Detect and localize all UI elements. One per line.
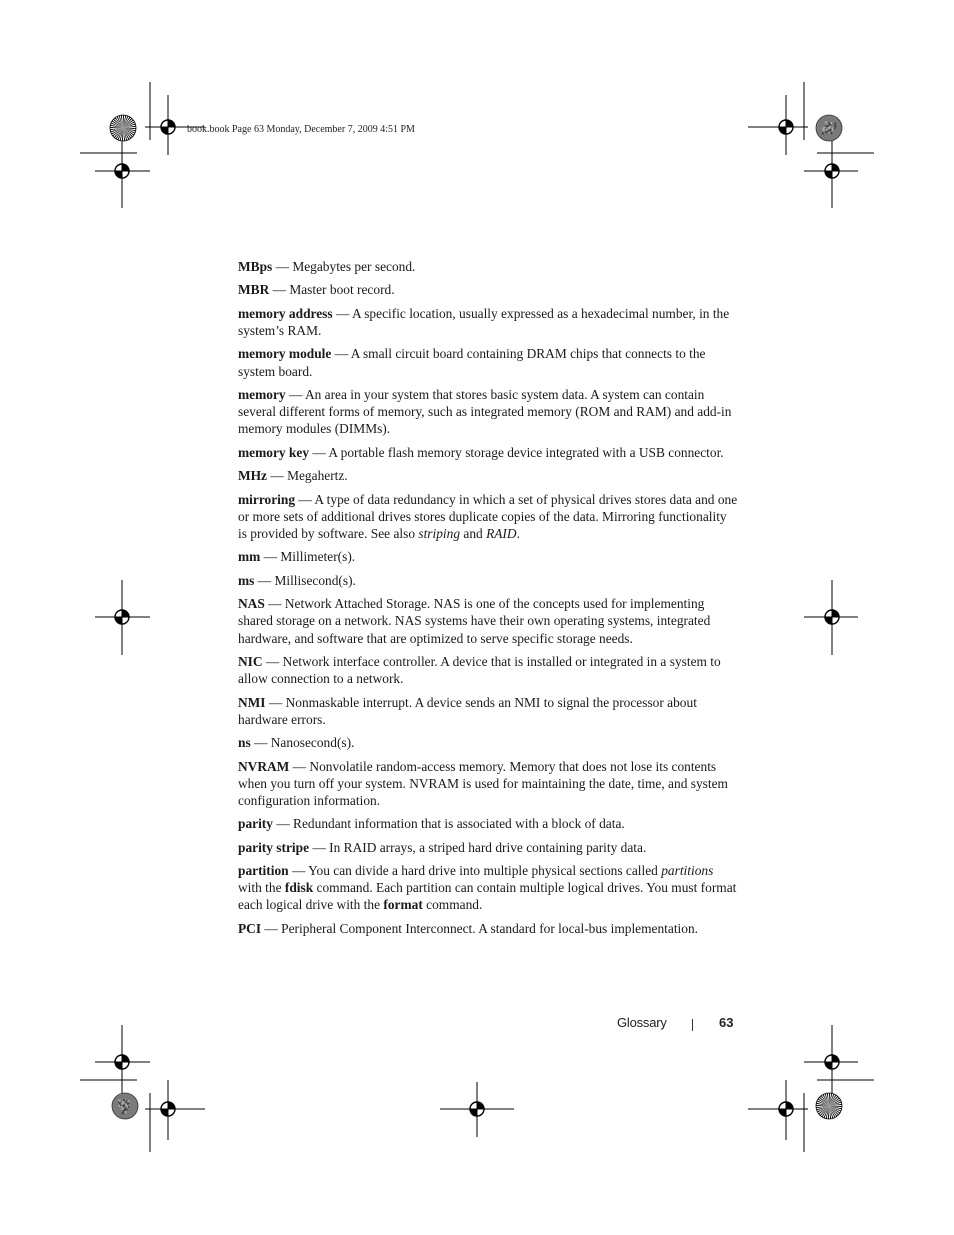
glossary-entry: [238, 920, 738, 937]
glossary-entry: [238, 467, 738, 484]
glossary-entry: [238, 862, 738, 914]
definition-text: — A portable flash memory storage device integrated with a USB connector.: [309, 444, 724, 460]
definition-text: and: [460, 525, 487, 541]
glossary-entry: [238, 653, 738, 687]
registration-target-icon: [777, 118, 795, 136]
glossary-entry: [238, 386, 738, 438]
footer-page-number: 63: [719, 1015, 734, 1030]
footer-section-label: Glossary: [617, 1015, 667, 1030]
glossary-term: NAS: [238, 596, 265, 612]
registration-target-icon: [777, 1100, 795, 1118]
glossary-term: MBR: [238, 282, 270, 298]
glossary-term: PCI: [238, 920, 262, 936]
definition-text: .: [516, 525, 520, 541]
glossary-entry: [238, 491, 738, 543]
definition-text: — A small circuit board containing DRAM chips that connects to the system board.: [238, 346, 706, 379]
glossary-entry: [238, 734, 738, 751]
registration-target-icon: [113, 1053, 131, 1071]
definition-text: command.: [422, 897, 483, 913]
glossary-entry: [238, 595, 738, 647]
definition-text: — A specific location, usually expressed as a hexadecimal number, in the system’s RAM.: [238, 305, 730, 338]
definition-text: — Nonmaskable interrupt. A device sends an NMI to signal the processor about hardware errors.: [238, 694, 697, 727]
glossary-entry: [238, 572, 738, 589]
italic-reference: partitions: [661, 863, 714, 879]
glossary-term: memory module: [238, 346, 332, 362]
definition-text: — Network Attached Storage. NAS is one of the concepts used for implementing shared storage on a network. NAS systems have their own operating systems, integrated hardware, and software that are optimized to serve specific storage needs.: [238, 596, 711, 646]
definition-text: — Millisecond(s).: [254, 572, 356, 588]
glossary-entry: [238, 305, 738, 339]
glossary-entry: [238, 444, 738, 461]
command-name: format: [383, 897, 423, 913]
definition-text: command. Each partition can contain multiple logical drives. You must format each logical drive with the: [238, 880, 737, 913]
density-patch-icon: [816, 115, 842, 141]
registration-target-icon: [468, 1100, 486, 1118]
glossary-entry: [238, 258, 738, 275]
definition-text: — An area in your system that stores basic system data. A system can contain several different forms of memory, such as integrated memory (ROM and RAM) and add-in memory modules (DIMMs).: [238, 386, 732, 437]
definition-text: — Megahertz.: [267, 468, 348, 484]
registration-target-icon: [113, 162, 131, 180]
definition-text: with the: [238, 880, 285, 896]
glossary-entry: [238, 345, 738, 379]
italic-reference: striping: [418, 525, 461, 541]
starburst-target-icon: [816, 1093, 842, 1119]
definition-text: — You can divide a hard drive into multiple physical sections called: [288, 863, 662, 879]
glossary-body: [238, 258, 738, 943]
registration-target-icon: [159, 118, 177, 136]
glossary-entry: [238, 281, 738, 298]
definition-text: — Megabytes per second.: [272, 259, 416, 274]
glossary-term: ms: [238, 572, 255, 588]
footer-separator: [692, 1019, 693, 1031]
definition-text: — Nanosecond(s).: [250, 735, 355, 751]
print-header-stamp: book.book Page 63 Monday, December 7, 2009 4:51 PM: [187, 124, 415, 135]
glossary-entry: [238, 839, 738, 856]
glossary-entry: [238, 694, 738, 728]
glossary-term: MHz: [238, 468, 267, 484]
registration-target-icon: [823, 1053, 841, 1071]
definition-text: — Redundant information that is associated with a block of data.: [272, 816, 625, 832]
glossary-term: mm: [238, 549, 261, 565]
definition-text: — Peripheral Component Interconnect. A standard for local-bus implementation.: [261, 920, 699, 936]
density-patch-icon: [112, 1093, 138, 1119]
glossary-term: NVRAM: [238, 758, 290, 774]
glossary-term: partition: [238, 863, 289, 879]
definition-text: — Network interface controller. A device that is installed or integrated in a system to allow connection to a network.: [238, 653, 721, 687]
registration-target-icon: [823, 608, 841, 626]
glossary-term: ns: [238, 735, 251, 751]
definition-text: — Millimeter(s).: [260, 549, 356, 565]
glossary-term: NMI: [238, 694, 266, 710]
command-name: fdisk: [284, 880, 314, 896]
definition-text: — A type of data redundancy in which a set of physical drives stores data and one or more sets of additional drives stores duplicate copies of the data. Mirroring functionality is provided by software. See also: [238, 491, 738, 541]
glossary-term: memory: [238, 386, 286, 402]
registration-target-icon: [113, 608, 131, 626]
glossary-term: mirroring: [238, 491, 296, 507]
glossary-term: MBps: [238, 259, 273, 274]
glossary-entry: [238, 758, 738, 810]
registration-target-icon: [823, 162, 841, 180]
definition-text: — Master boot record.: [269, 282, 395, 298]
registration-target-icon: [159, 1100, 177, 1118]
glossary-term: memory key: [238, 444, 310, 460]
glossary-entry: [238, 815, 738, 832]
definition-text: — In RAID arrays, a striped hard drive containing parity data.: [309, 839, 647, 855]
italic-reference: RAID: [486, 525, 517, 541]
glossary-entry: [238, 548, 738, 565]
starburst-target-icon: [110, 115, 136, 141]
definition-text: — Nonvolatile random-access memory. Memory that does not lose its contents when you turn off your system. NVRAM is used for maintaining the date, time, and system configuration information.: [238, 758, 728, 808]
glossary-term: parity stripe: [238, 839, 310, 855]
glossary-term: memory address: [238, 305, 333, 321]
glossary-term: NIC: [238, 653, 263, 669]
glossary-term: parity: [238, 816, 273, 832]
